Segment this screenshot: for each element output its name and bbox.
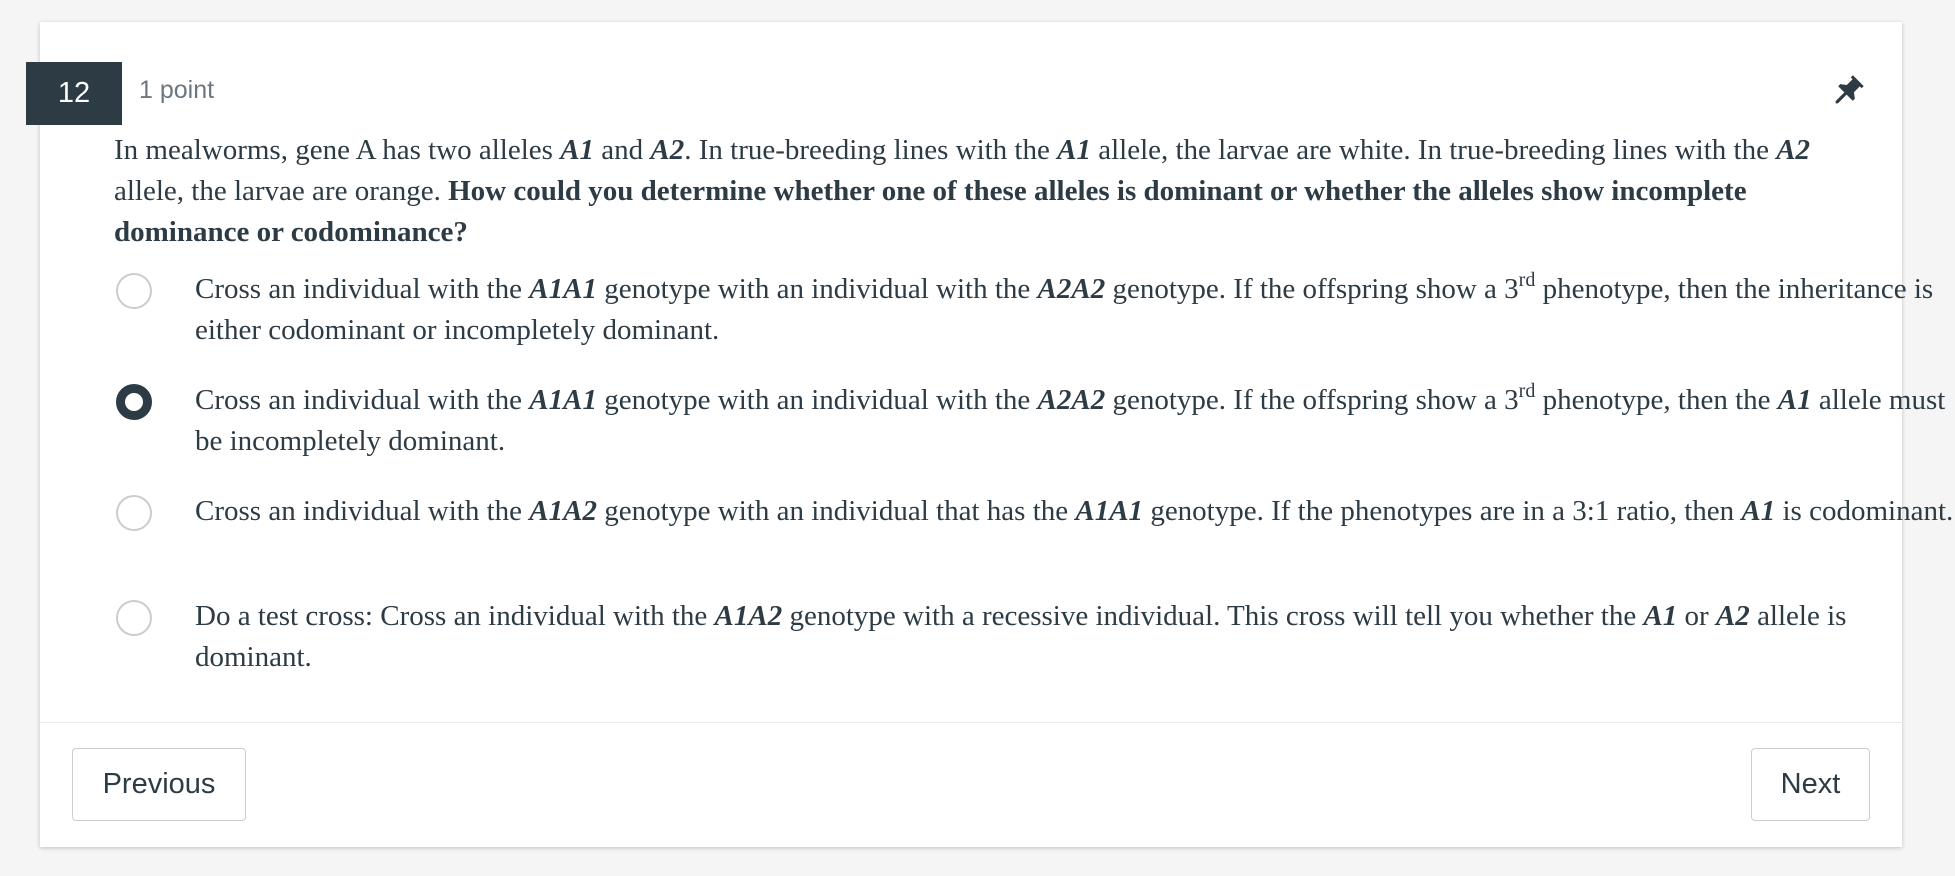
radio-button-2-selected[interactable] [116, 384, 152, 420]
answer-option-3-text: Cross an individual with the A1A2 genotype with an individual that has the A1A1 genotype. If the phenotypes are in a 3:1 ratio, then A1 is codominant. [195, 495, 1954, 527]
answer-option-4-text: Do a test cross: Cross an individual with the A1A2 genotype with a recessive individual. This cross will tell you whether the A1 or A2 allele is dominant. [195, 600, 1847, 673]
question-prompt: How could you determine whether one of these alleles is dominant or whether the alleles show incomplete dominance or codominance? [114, 175, 1747, 248]
radio-button-1[interactable] [116, 273, 152, 309]
radio-button-3[interactable] [116, 495, 152, 531]
pin-icon[interactable] [1831, 72, 1867, 108]
next-button[interactable]: Next [1751, 748, 1870, 821]
footer-divider [40, 722, 1902, 723]
question-points: 1 point [139, 76, 215, 104]
radio-button-4[interactable] [116, 600, 152, 636]
question-text: In mealworms, gene A has two alleles A1 and A2. In true-breeding lines with the A1 allele, the larvae are white. In true-breeding lines with the A2 allele, the larvae are orange. How could you determine whether one of these alleles is dominant or whether the alleles show incomplete dominance or codominance? [114, 134, 1811, 248]
answer-option-1-text: Cross an individual with the A1A1 genotype with an individual with the A2A2 genotype. If the offspring show a 3rd phenotype, then the inheritance is either codominant or incompletely dominant. [195, 269, 1934, 346]
question-number: 12 [26, 62, 122, 125]
previous-button[interactable]: Previous [72, 748, 246, 821]
answer-option-2-text: Cross an individual with the A1A1 genotype with an individual with the A2A2 genotype. If the offspring show a 3rd phenotype, then the A1 allele must be incompletely dominant. [195, 380, 1946, 457]
